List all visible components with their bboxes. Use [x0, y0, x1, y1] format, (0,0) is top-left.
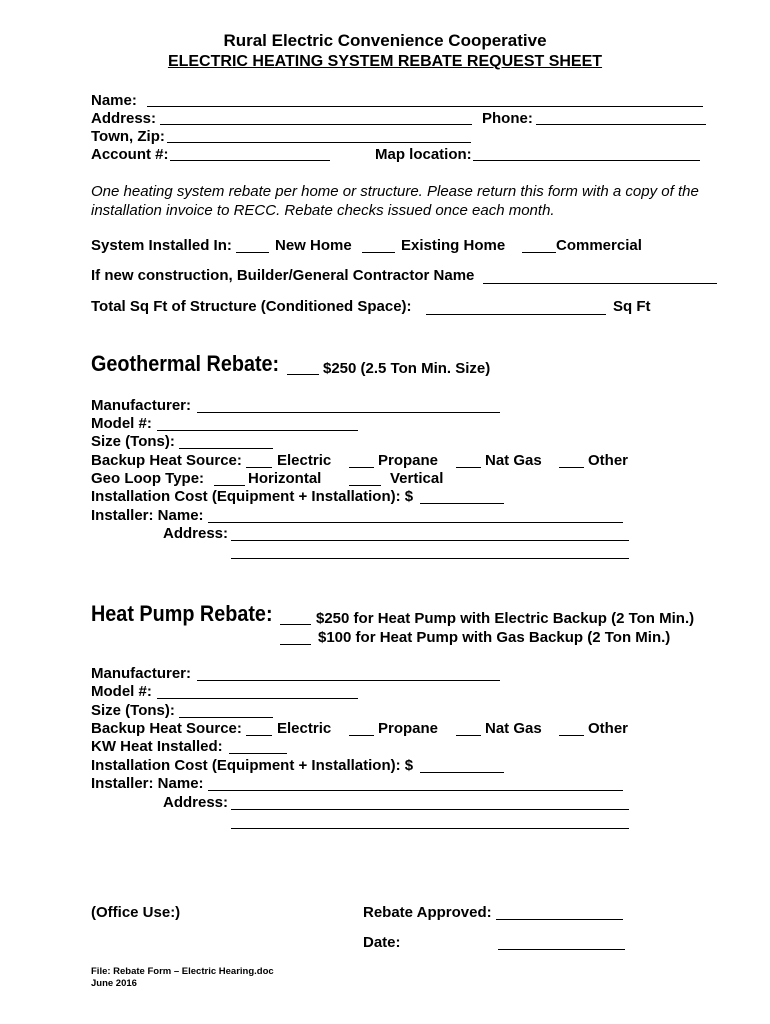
- hp-gas-option: $100 for Heat Pump with Gas Backup (2 Ton Min.): [318, 629, 671, 646]
- instructions-text: One heating system rebate per home or structure. Please return this form with a copy of the installation invoice to RECC. Rebate checks issued once each month.: [91, 183, 699, 219]
- commercial-option: Commercial: [556, 237, 642, 254]
- geo-loop-vertical: Vertical: [390, 470, 444, 487]
- geo-backup-other: Other: [588, 452, 629, 469]
- hp-backup-propane: Propane: [378, 720, 439, 737]
- existing-home-blank[interactable]: [362, 252, 395, 253]
- geo-backup-natgas-blank[interactable]: [456, 467, 481, 468]
- town-zip-field[interactable]: [167, 142, 471, 143]
- geo-size-label: Size (Tons):: [91, 433, 175, 450]
- geo-model-field[interactable]: [157, 430, 358, 431]
- footer-file-name: File: Rebate Form – Electric Hearing.doc: [91, 966, 274, 977]
- existing-home-option: Existing Home: [401, 237, 506, 254]
- sqft-unit: Sq Ft: [613, 298, 651, 315]
- address-label: Address:: [91, 110, 157, 127]
- phone-field[interactable]: [536, 124, 706, 125]
- hp-backup-electric: Electric: [277, 720, 332, 737]
- hp-electric-option: $250 for Heat Pump with Electric Backup (2 Ton Min.): [316, 610, 695, 627]
- date-label: Date:: [363, 934, 401, 951]
- builder-label: If new construction, Builder/General Contractor Name: [91, 267, 475, 284]
- geothermal-heading: Geothermal Rebate:: [91, 351, 280, 376]
- hp-model-label: Model #:: [91, 683, 152, 700]
- geo-installer-address-line2[interactable]: [231, 558, 629, 559]
- heat-pump-heading: Heat Pump Rebate:: [91, 601, 273, 626]
- hp-model-field[interactable]: [157, 698, 358, 699]
- new-home-blank[interactable]: [236, 252, 269, 253]
- address-field[interactable]: [160, 124, 472, 125]
- hp-backup-label: Backup Heat Source:: [91, 720, 242, 737]
- geo-installer-address-label: Address:: [163, 525, 229, 542]
- map-location-field[interactable]: [473, 160, 700, 161]
- geo-loop-vertical-blank[interactable]: [349, 485, 381, 486]
- hp-kw-label: KW Heat Installed:: [91, 738, 223, 755]
- hp-size-label: Size (Tons):: [91, 702, 175, 719]
- name-field[interactable]: [147, 106, 703, 107]
- hp-gas-rebate-blank[interactable]: [280, 644, 311, 645]
- geo-cost-label: Installation Cost (Equipment + Installation): $: [91, 488, 414, 505]
- system-installed-label: System Installed In:: [91, 237, 232, 254]
- town-zip-label: Town, Zip:: [91, 128, 165, 145]
- hp-installer-name-field[interactable]: [208, 790, 623, 791]
- organization-name: Rural Electric Convenience Cooperative: [223, 31, 547, 50]
- geo-loop-horizontal-blank[interactable]: [214, 485, 245, 486]
- map-location-label: Map location:: [375, 146, 472, 163]
- rebate-approved-label: Rebate Approved:: [363, 904, 492, 921]
- geo-backup-electric-blank[interactable]: [246, 467, 272, 468]
- date-field[interactable]: [498, 949, 625, 950]
- builder-field[interactable]: [483, 283, 717, 284]
- geo-installer-address-field[interactable]: [231, 540, 629, 541]
- hp-backup-other-blank[interactable]: [559, 735, 584, 736]
- commercial-blank[interactable]: [522, 252, 556, 253]
- hp-manufacturer-field[interactable]: [197, 680, 500, 681]
- hp-installer-name-label: Installer: Name:: [91, 775, 204, 792]
- geo-loop-horizontal: Horizontal: [248, 470, 322, 487]
- hp-installer-address-field[interactable]: [231, 809, 629, 810]
- geo-backup-label: Backup Heat Source:: [91, 452, 242, 469]
- geo-cost-field[interactable]: [420, 503, 504, 504]
- geo-model-label: Model #:: [91, 415, 152, 432]
- footer-date: June 2016: [91, 978, 137, 989]
- hp-manufacturer-label: Manufacturer:: [91, 665, 192, 682]
- geo-loop-label: Geo Loop Type:: [91, 470, 205, 487]
- name-label: Name:: [91, 92, 137, 109]
- hp-installer-address-label: Address:: [163, 794, 229, 811]
- geo-backup-other-blank[interactable]: [559, 467, 584, 468]
- hp-backup-electric-blank[interactable]: [246, 735, 272, 736]
- office-use-label: (Office Use:): [91, 904, 181, 921]
- new-home-option: New Home: [275, 237, 352, 254]
- geothermal-rebate-blank[interactable]: [287, 374, 319, 375]
- account-field[interactable]: [170, 160, 330, 161]
- geo-backup-propane-blank[interactable]: [349, 467, 374, 468]
- hp-cost-field[interactable]: [420, 772, 504, 773]
- hp-kw-field[interactable]: [229, 753, 287, 754]
- phone-label: Phone:: [482, 110, 533, 127]
- hp-backup-propane-blank[interactable]: [349, 735, 374, 736]
- geo-backup-propane: Propane: [378, 452, 439, 469]
- geo-size-field[interactable]: [179, 448, 273, 449]
- hp-electric-rebate-blank[interactable]: [280, 624, 311, 625]
- form-title: ELECTRIC HEATING SYSTEM REBATE REQUEST SHEET: [167, 53, 603, 70]
- sqft-field[interactable]: [426, 314, 606, 315]
- hp-cost-label: Installation Cost (Equipment + Installation): $: [91, 757, 414, 774]
- geo-installer-name-label: Installer: Name:: [91, 507, 204, 524]
- geo-installer-name-field[interactable]: [208, 522, 623, 523]
- hp-installer-address-line2[interactable]: [231, 828, 629, 829]
- geo-manufacturer-label: Manufacturer:: [91, 397, 192, 414]
- hp-backup-natgas: Nat Gas: [485, 720, 542, 737]
- rebate-approved-field[interactable]: [496, 919, 623, 920]
- hp-backup-other: Other: [588, 720, 629, 737]
- geo-manufacturer-field[interactable]: [197, 412, 500, 413]
- hp-size-field[interactable]: [179, 717, 273, 718]
- account-label: Account #:: [91, 146, 169, 163]
- geothermal-amount: $250 (2.5 Ton Min. Size): [323, 360, 491, 377]
- sqft-label: Total Sq Ft of Structure (Conditioned Space):: [91, 298, 412, 315]
- geo-backup-natgas: Nat Gas: [485, 452, 542, 469]
- geo-backup-electric: Electric: [277, 452, 332, 469]
- hp-backup-natgas-blank[interactable]: [456, 735, 481, 736]
